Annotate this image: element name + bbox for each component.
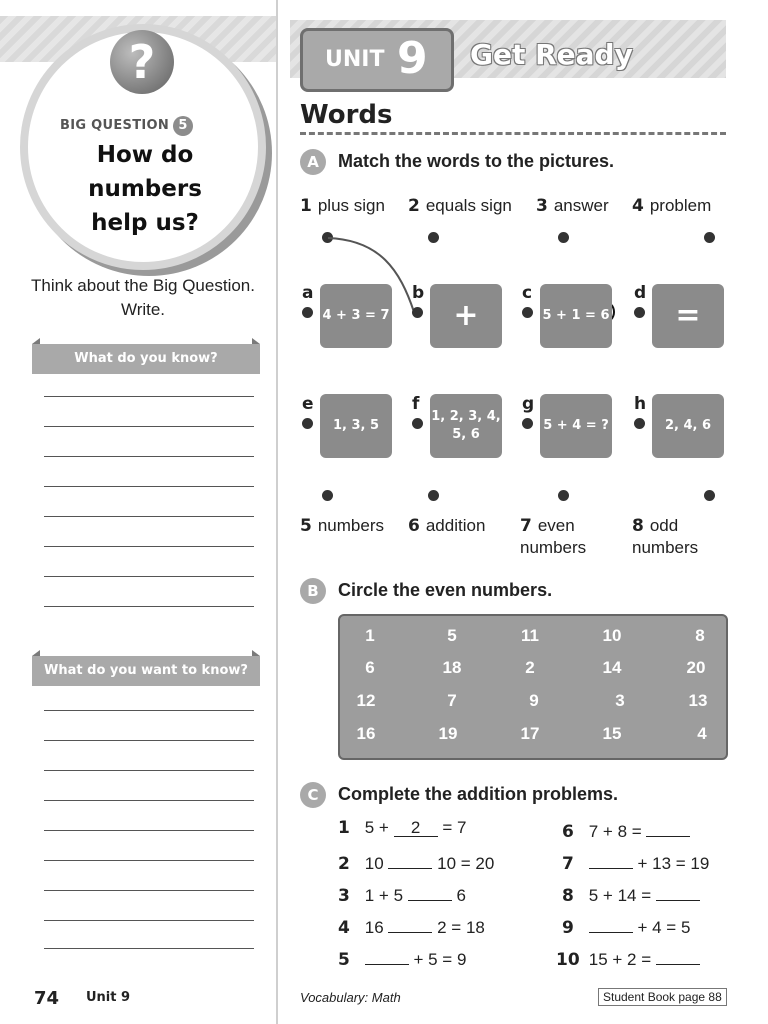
answer-blank[interactable] [365,946,409,965]
picture-letter: e [302,394,314,414]
problem-post: = 7 [442,818,467,837]
word-text: problem [649,196,712,215]
want-heading: What do you want to know? [32,656,260,686]
word-item [408,515,485,537]
answer-blank[interactable] [589,914,633,933]
grid-number[interactable]: 20 [686,658,706,677]
picture-card: 1, 2, 3, 4, 5, 6 [430,394,502,458]
problem-post: + 13 = 19 [637,854,710,873]
grid-number[interactable]: 18 [442,658,462,677]
page-number: 74 [34,988,60,1009]
problem-post: + 4 = 5 [637,918,691,937]
addition-problem [562,818,690,842]
answer-blank[interactable] [656,946,700,965]
grid-number[interactable]: 13 [688,691,708,710]
grid-number[interactable]: 8 [695,626,705,645]
picture-letter: f [412,394,420,414]
answer-blank[interactable] [388,850,432,869]
problem-pre: 15 + 2 = [588,950,652,969]
problem-pre: 7 + 8 = [588,822,642,841]
grid-number[interactable]: 17 [520,724,540,743]
addition-problem [562,850,709,874]
match-dot[interactable] [558,490,569,501]
grid-number[interactable]: 10 [602,626,622,645]
grid-number[interactable]: 14 [602,658,622,677]
know-heading: What do you know? [32,344,260,374]
match-dot[interactable] [428,490,439,501]
grid-number[interactable]: 6 [365,658,375,677]
addition-problem [556,946,700,970]
problem-post: 6 [456,886,466,905]
plus-sign-card: + [430,284,502,348]
unit-footer-label: Unit 9 [86,990,131,1005]
answer-blank[interactable] [388,914,432,933]
section-b-instruction: Circle the even numbers. [338,580,553,600]
addition-problem [338,818,466,838]
grid-number[interactable]: 5 [447,626,457,645]
word-number: 5 [300,516,312,536]
footer-category: Vocabulary: Math [300,990,401,1005]
problem-post: + 5 = 9 [413,950,467,969]
problem-number: 4 [338,918,350,938]
match-dot[interactable] [322,490,333,501]
word-number: 8 [632,516,644,536]
word-number: 4 [632,196,644,216]
problem-pre: 10 [364,854,384,873]
addition-problem [338,850,494,874]
addition-problem [338,946,466,970]
grid-number[interactable]: 4 [697,724,707,743]
section-c-badge: C [300,782,326,808]
problem-number: 9 [562,918,574,938]
grid-number[interactable]: 12 [356,691,376,710]
answer-blank[interactable] [589,850,633,869]
problem-post: 10 = 20 [437,854,495,873]
match-dot[interactable] [634,418,645,429]
problem-number: 5 [338,950,350,970]
answer-blank[interactable] [646,818,690,837]
picture-letter: b [412,283,425,303]
answer-blank[interactable] [408,882,452,901]
problem-pre: 5 + [364,818,389,837]
word-number: 7 [520,516,532,536]
problem-pre: 1 + 5 [364,886,404,905]
match-dot[interactable] [412,307,423,318]
section-a-badge: A [300,149,326,175]
big-question-label-text: BIG QUESTION [60,118,170,133]
grid-number[interactable]: 9 [529,691,539,710]
picture-letter: h [634,394,647,414]
word-item [520,515,620,559]
addition-problem [562,882,700,906]
picture-card: 5 + 1 = 6 [540,284,612,348]
grid-number[interactable]: 16 [356,724,376,743]
match-dot[interactable] [302,307,313,318]
word-text: answer [553,196,609,215]
picture-card: 5 + 4 = ? [540,394,612,458]
problem-number: 6 [562,822,574,842]
picture-letter: d [634,283,647,303]
problem-number: 1 [338,818,350,838]
think-instruction: Think about the Big Question. Write. [31,276,255,319]
grid-number[interactable]: 15 [602,724,622,743]
word-text: plus sign [317,196,385,215]
problem-number: 10 [556,950,580,970]
answer-blank[interactable] [656,882,700,901]
equals-sign-card: = [652,284,724,348]
problem-post: 2 = 18 [437,918,485,937]
word-text: even numbers [520,516,587,557]
addition-problem [338,914,485,938]
picture-letter: g [522,394,535,414]
word-text: equals sign [425,196,512,215]
problem-number: 2 [338,854,350,874]
picture-card: 4 + 3 = 7 [320,284,392,348]
grid-number[interactable]: 2 [525,658,535,677]
word-number: 1 [300,196,312,216]
match-dot[interactable] [522,307,533,318]
word-text: addition [425,516,486,535]
big-question-number: 5 [173,116,193,136]
words-title: Words [300,100,393,130]
problem-number: 7 [562,854,574,874]
addition-problem [562,914,690,938]
word-item [632,515,732,559]
picture-card: 2, 4, 6 [652,394,724,458]
match-dot[interactable] [302,418,313,429]
section-a-instruction: Match the words to the pictures. [338,151,615,171]
word-text: numbers [317,516,384,535]
big-question-title: How do numbers help us? [88,142,202,236]
picture-letter: a [302,283,314,303]
section-c-instruction: Complete the addition problems. [338,784,619,804]
footer-reference: Student Book page 88 [598,988,727,1006]
picture-letter: c [522,283,533,303]
match-dot[interactable] [522,418,533,429]
problem-number: 3 [338,886,350,906]
word-item [300,515,384,537]
unit-number: 9 [397,33,428,84]
answer-blank[interactable]: 2 [394,818,438,837]
unit-word: UNIT [325,47,385,72]
grid-number[interactable]: 7 [447,691,457,710]
word-number: 3 [536,196,548,216]
problem-pre: 5 + 14 = [588,886,652,905]
match-dot[interactable] [634,307,645,318]
grid-number[interactable]: 3 [615,691,625,710]
match-dot[interactable] [704,490,715,501]
picture-card: 1, 3, 5 [320,394,392,458]
section-b-badge: B [300,578,326,604]
word-number: 6 [408,516,420,536]
problem-pre: 16 [364,918,384,937]
get-ready-title: Get Ready [470,38,633,71]
grid-number[interactable]: 1 [365,626,375,645]
word-number: 2 [408,196,420,216]
match-dot[interactable] [412,418,423,429]
grid-number[interactable]: 19 [438,724,458,743]
word-text: odd numbers [632,516,699,557]
question-mark-icon: ? [110,30,174,94]
problem-number: 8 [562,886,574,906]
addition-problem [338,882,466,906]
grid-number[interactable]: 11 [521,626,539,645]
